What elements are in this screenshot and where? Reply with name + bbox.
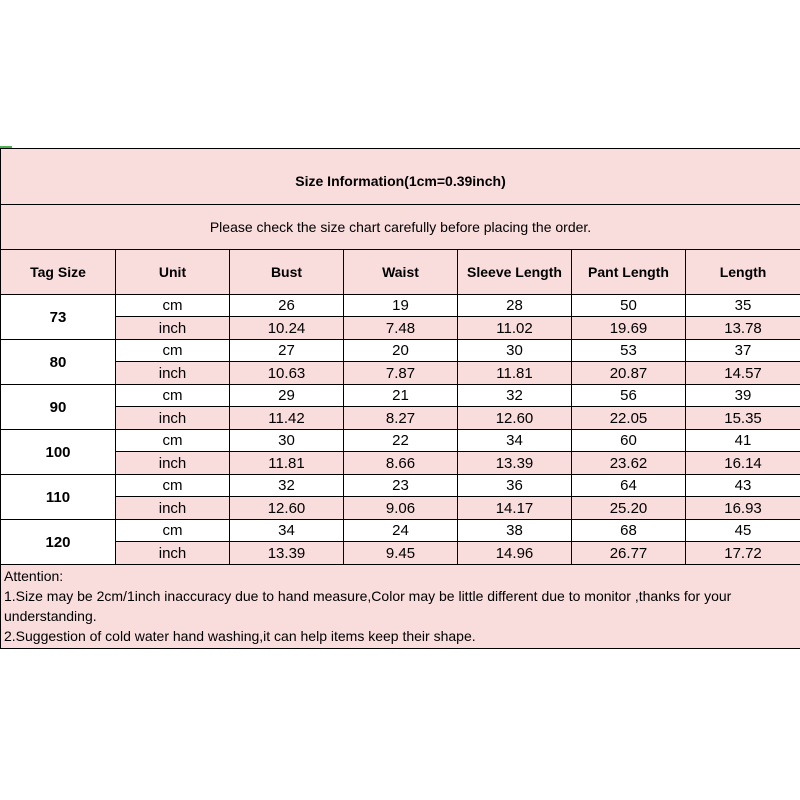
header-bust: Bust	[230, 250, 344, 295]
sleeve-length-inch-cell: 12.60	[458, 407, 572, 430]
length-inch-cell: 16.93	[686, 497, 800, 520]
sleeve-length-inch-cell: 14.96	[458, 542, 572, 565]
unit-cell: inch	[116, 497, 230, 520]
waist-inch-cell: 8.27	[344, 407, 458, 430]
length-cm-cell: 41	[686, 430, 800, 452]
header-tag-size: Tag Size	[1, 250, 116, 295]
length-inch-cell: 14.57	[686, 362, 800, 385]
waist-cm-cell: 21	[344, 385, 458, 407]
length-inch-cell: 13.78	[686, 317, 800, 340]
sleeve-length-inch-cell: 11.02	[458, 317, 572, 340]
size-row-cm	[1, 430, 800, 452]
unit-cell: cm	[116, 340, 230, 362]
bust-inch-cell: 11.42	[230, 407, 344, 430]
unit-cell: inch	[116, 362, 230, 385]
unit-cell: cm	[116, 475, 230, 497]
size-row-inch	[1, 317, 800, 340]
unit-cell: inch	[116, 407, 230, 430]
pant-length-cm-cell: 53	[572, 340, 686, 362]
waist-cm-cell: 20	[344, 340, 458, 362]
waist-inch-cell: 7.87	[344, 362, 458, 385]
tag-size-cell: 90	[1, 385, 116, 430]
sleeve-length-cm-cell: 32	[458, 385, 572, 407]
pant-length-cm-cell: 60	[572, 430, 686, 452]
waist-cm-cell: 24	[344, 520, 458, 542]
size-row-inch	[1, 407, 800, 430]
tag-size-cell: 110	[1, 475, 116, 520]
sleeve-length-inch-cell: 11.81	[458, 362, 572, 385]
tag-size-cell: 100	[1, 430, 116, 475]
tag-size-cell: 73	[1, 295, 116, 340]
size-row-inch	[1, 452, 800, 475]
waist-inch-cell: 9.45	[344, 542, 458, 565]
waist-cm-cell: 22	[344, 430, 458, 452]
waist-inch-cell: 7.48	[344, 317, 458, 340]
bust-cm-cell: 32	[230, 475, 344, 497]
header-pant-length: Pant Length	[572, 250, 686, 295]
length-cm-cell: 35	[686, 295, 800, 317]
unit-cell: cm	[116, 385, 230, 407]
bust-inch-cell: 12.60	[230, 497, 344, 520]
unit-cell: inch	[116, 452, 230, 475]
size-row-cm	[1, 295, 800, 317]
unit-cell: cm	[116, 295, 230, 317]
pant-length-cm-cell: 50	[572, 295, 686, 317]
length-inch-cell: 16.14	[686, 452, 800, 475]
bust-inch-cell: 11.81	[230, 452, 344, 475]
bust-inch-cell: 10.63	[230, 362, 344, 385]
unit-cell: cm	[116, 520, 230, 542]
size-row-cm	[1, 340, 800, 362]
size-row-inch	[1, 497, 800, 520]
header-row	[1, 250, 800, 295]
length-cm-cell: 39	[686, 385, 800, 407]
pant-length-inch-cell: 20.87	[572, 362, 686, 385]
pant-length-inch-cell: 25.20	[572, 497, 686, 520]
tag-size-cell: 120	[1, 520, 116, 565]
pant-length-inch-cell: 19.69	[572, 317, 686, 340]
sleeve-length-cm-cell: 38	[458, 520, 572, 542]
header-sleeve-length: Sleeve Length	[458, 250, 572, 295]
sleeve-length-cm-cell: 28	[458, 295, 572, 317]
pant-length-cm-cell: 68	[572, 520, 686, 542]
bust-inch-cell: 10.24	[230, 317, 344, 340]
bust-cm-cell: 29	[230, 385, 344, 407]
pant-length-cm-cell: 64	[572, 475, 686, 497]
attention-heading: Attention:	[4, 568, 64, 584]
size-row-cm	[1, 475, 800, 497]
size-table	[0, 148, 800, 649]
chart-title: Size Information(1cm=0.39inch)	[1, 149, 800, 205]
size-row-cm	[1, 520, 800, 542]
unit-cell: inch	[116, 317, 230, 340]
sleeve-length-cm-cell: 34	[458, 430, 572, 452]
bust-cm-cell: 26	[230, 295, 344, 317]
size-row-inch	[1, 362, 800, 385]
bust-cm-cell: 34	[230, 520, 344, 542]
attention-line-2: 2.Suggestion of cold water hand washing,it can help items keep their shape.	[4, 628, 476, 644]
length-cm-cell: 43	[686, 475, 800, 497]
attention-line-1: 1.Size may be 2cm/1inch inaccuracy due to hand measure,Color may be little different due to monitor ,thanks for your understanding.	[4, 588, 732, 624]
length-inch-cell: 15.35	[686, 407, 800, 430]
pant-length-inch-cell: 23.62	[572, 452, 686, 475]
header-waist: Waist	[344, 250, 458, 295]
sleeve-length-cm-cell: 30	[458, 340, 572, 362]
length-cm-cell: 37	[686, 340, 800, 362]
unit-cell: inch	[116, 542, 230, 565]
unit-cell: cm	[116, 430, 230, 452]
header-length: Length	[686, 250, 800, 295]
size-chart	[0, 148, 800, 654]
tag-size-cell: 80	[1, 340, 116, 385]
order-notice: Please check the size chart carefully before placing the order.	[1, 205, 800, 250]
waist-inch-cell: 8.66	[344, 452, 458, 475]
waist-cm-cell: 19	[344, 295, 458, 317]
pant-length-inch-cell: 26.77	[572, 542, 686, 565]
header-unit: Unit	[116, 250, 230, 295]
sleeve-length-inch-cell: 14.17	[458, 497, 572, 520]
length-inch-cell: 17.72	[686, 542, 800, 565]
length-cm-cell: 45	[686, 520, 800, 542]
sleeve-length-cm-cell: 36	[458, 475, 572, 497]
pant-length-cm-cell: 56	[572, 385, 686, 407]
bust-inch-cell: 13.39	[230, 542, 344, 565]
waist-cm-cell: 23	[344, 475, 458, 497]
attention-notes	[1, 565, 800, 649]
bust-cm-cell: 30	[230, 430, 344, 452]
bust-cm-cell: 27	[230, 340, 344, 362]
waist-inch-cell: 9.06	[344, 497, 458, 520]
pant-length-inch-cell: 22.05	[572, 407, 686, 430]
size-row-cm	[1, 385, 800, 407]
size-row-inch	[1, 542, 800, 565]
sleeve-length-inch-cell: 13.39	[458, 452, 572, 475]
